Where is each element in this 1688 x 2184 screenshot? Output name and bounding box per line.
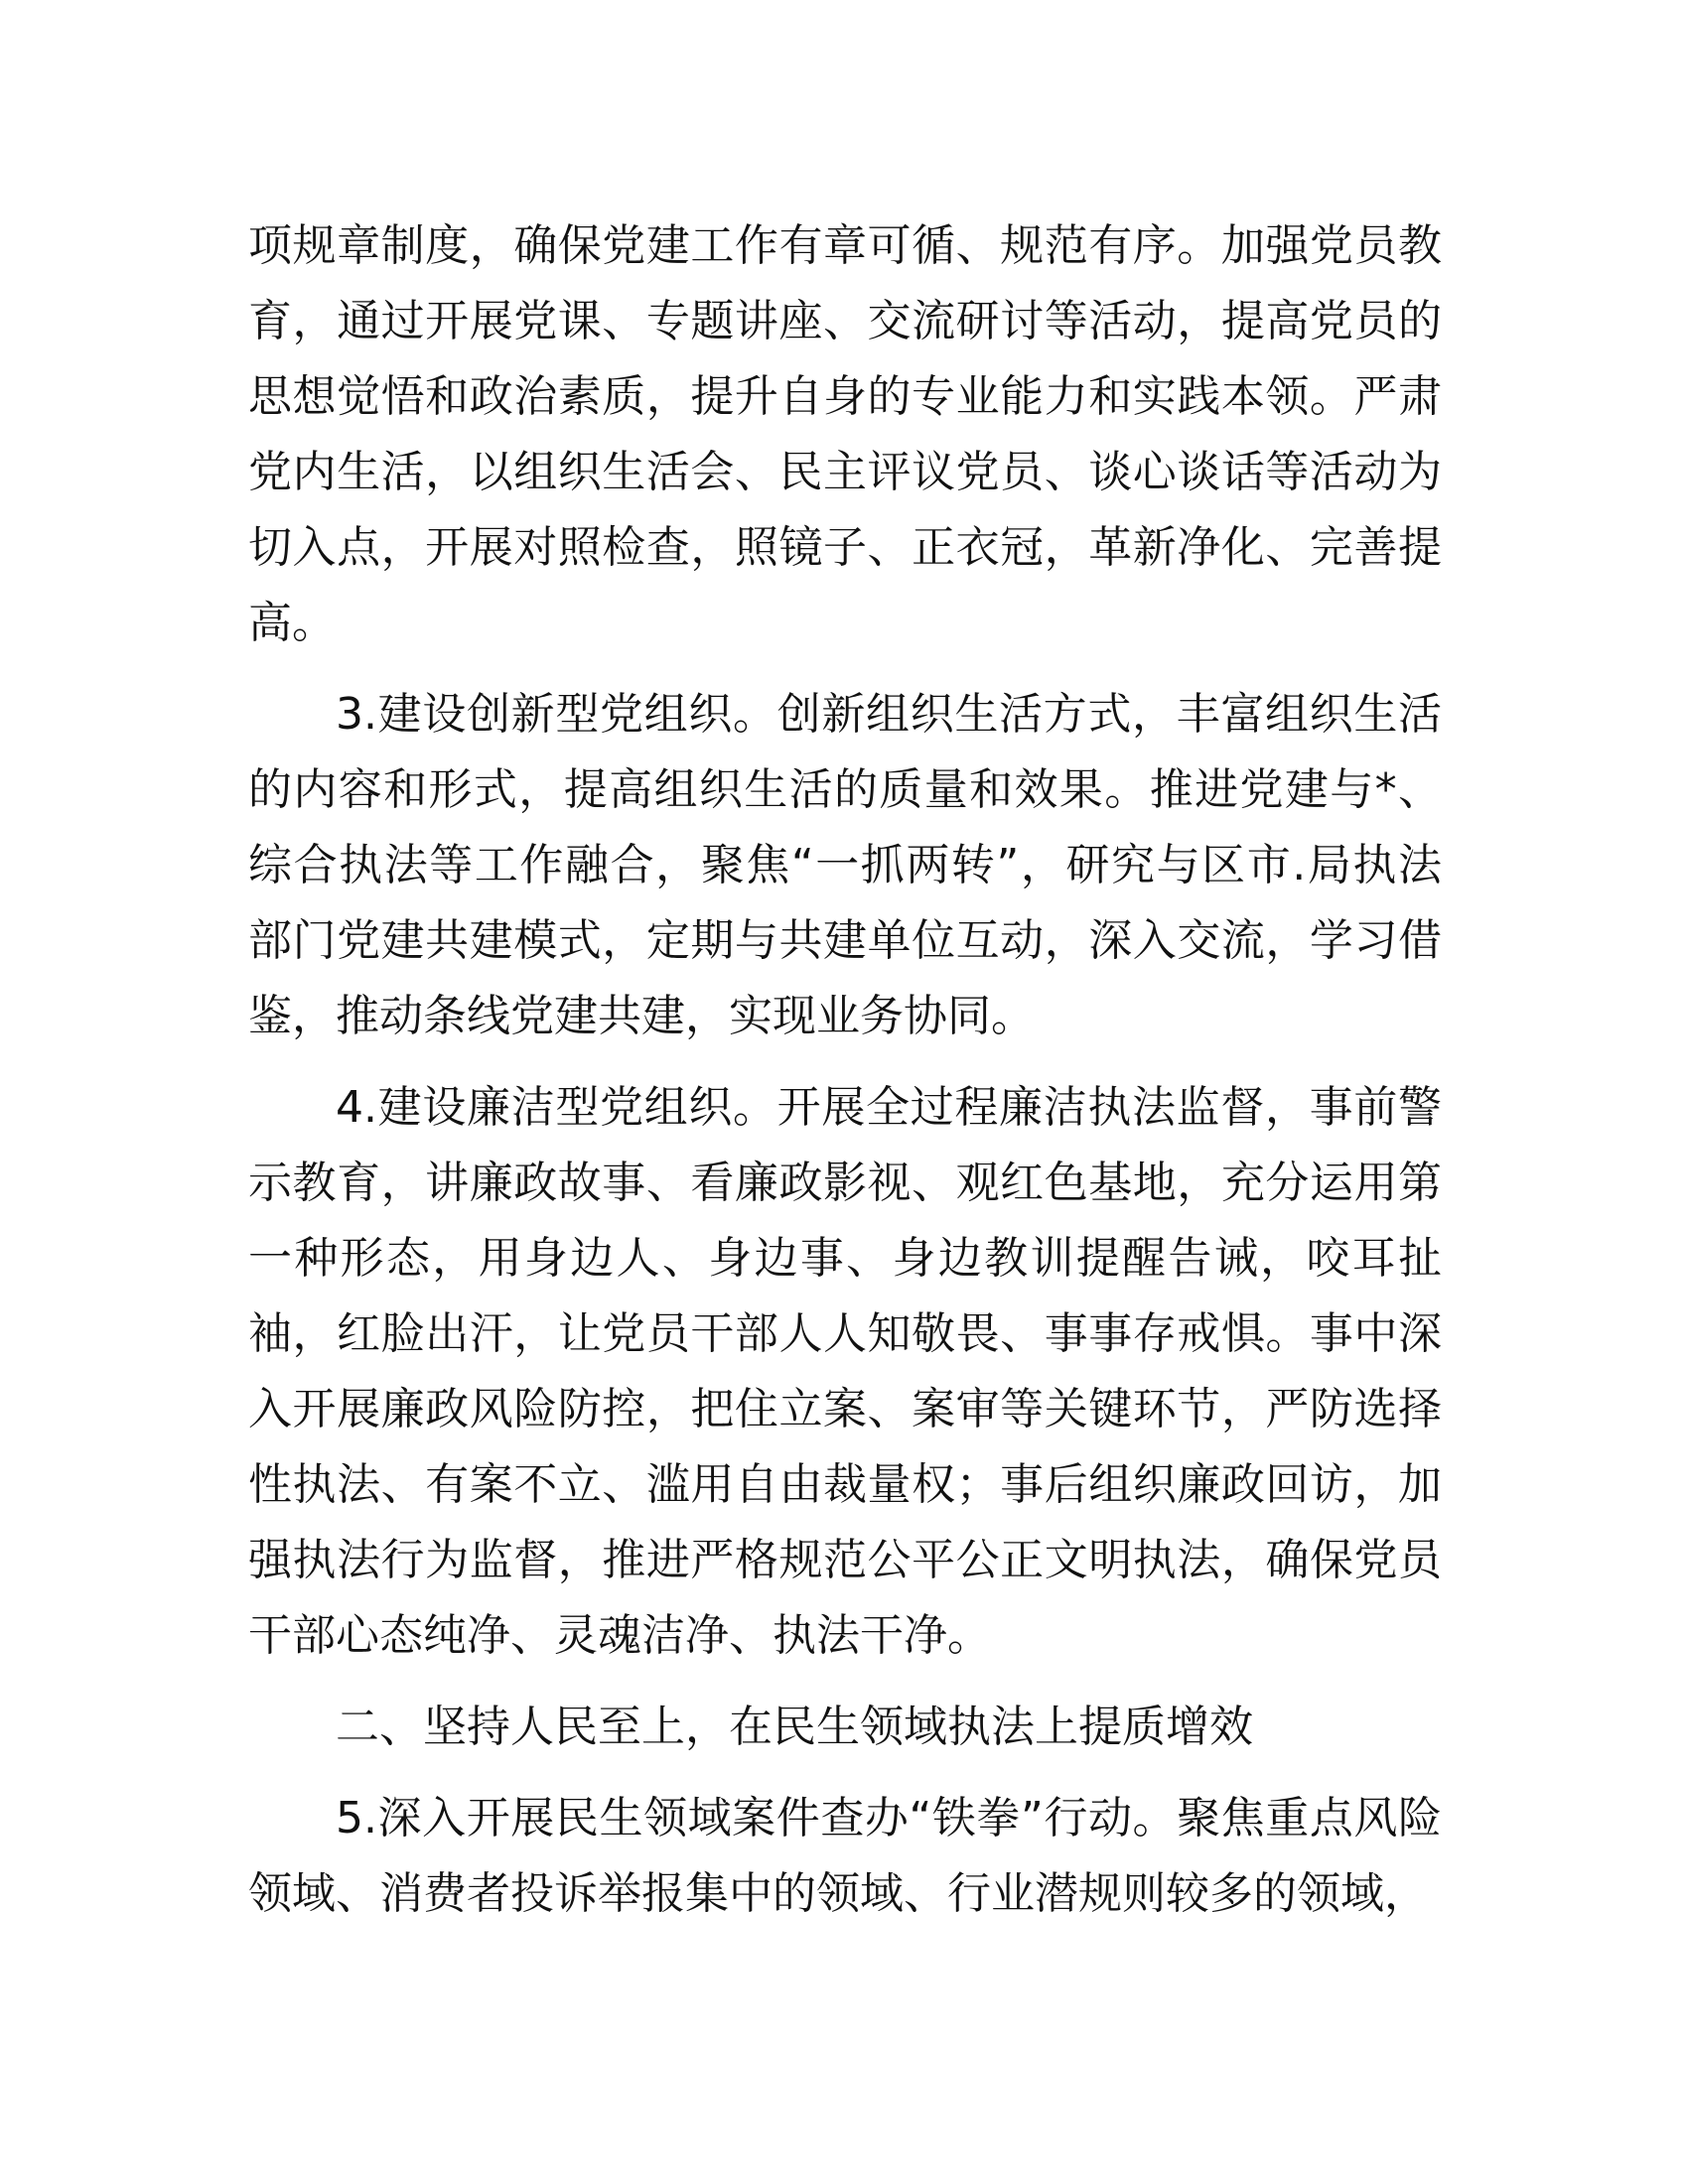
section-heading-people-first: 二、坚持人民至上，在民生领域执法上提质增效 [336, 1702, 1253, 1752]
document-body [248, 208, 1442, 1932]
paragraph-clean-party-organization: 4.建设廉洁型党组织。开展全过程廉洁执法监督，事前警示教育，讲廉政故事、看廉政影视、观红色基地，充分运用第一种形态，用身边人、身边事、身边教训提醒告诫，咬耳扯袖，红脸出汗，让党员干部人人知敬畏、事事存戒惧。事中深入开展廉政风险防控，把住立案、案审等关键环节，严防选择性执法、有案不立、滥用自由裁量权；事后组织廉政回访，加强执法行为监督，推进严格规范公平公正文明执法，确保党员干部心态纯净、灵魂洁净、执法干净。 [248, 1082, 1442, 1661]
paragraph-innovative-party-organization: 3.建设创新型党组织。创新组织生活方式，丰富组织生活的内容和形式，提高组织生活的质量和效果。推进党建与*、综合执法等工作融合，聚焦“一抓两转”，研究与区市.局执法部门党建共建模式，定期与共建单位互动，深入交流，学习借鉴，推动条线党建共建，实现业务协同。 [248, 689, 1442, 1041]
paragraph-continuation: 项规章制度，确保党建工作有章可循、规范有序。加强党员教育，通过开展党课、专题讲座、交流研讨等活动，提高党员的思想觉悟和政治素质，提升自身的专业能力和实践本领。严肃党内生活，以组织生活会、民主评议党员、谈心谈话等活动为切入点，开展对照检查，照镜子、正衣冠，革新净化、完善提高。 [248, 220, 1442, 648]
paragraph-iron-fist-action: 5.深入开展民生领域案件查办“铁拳”行动。聚焦重点风险领域、消费者投诉举报集中的领域、行业潜规则较多的领域， [248, 1793, 1442, 1919]
